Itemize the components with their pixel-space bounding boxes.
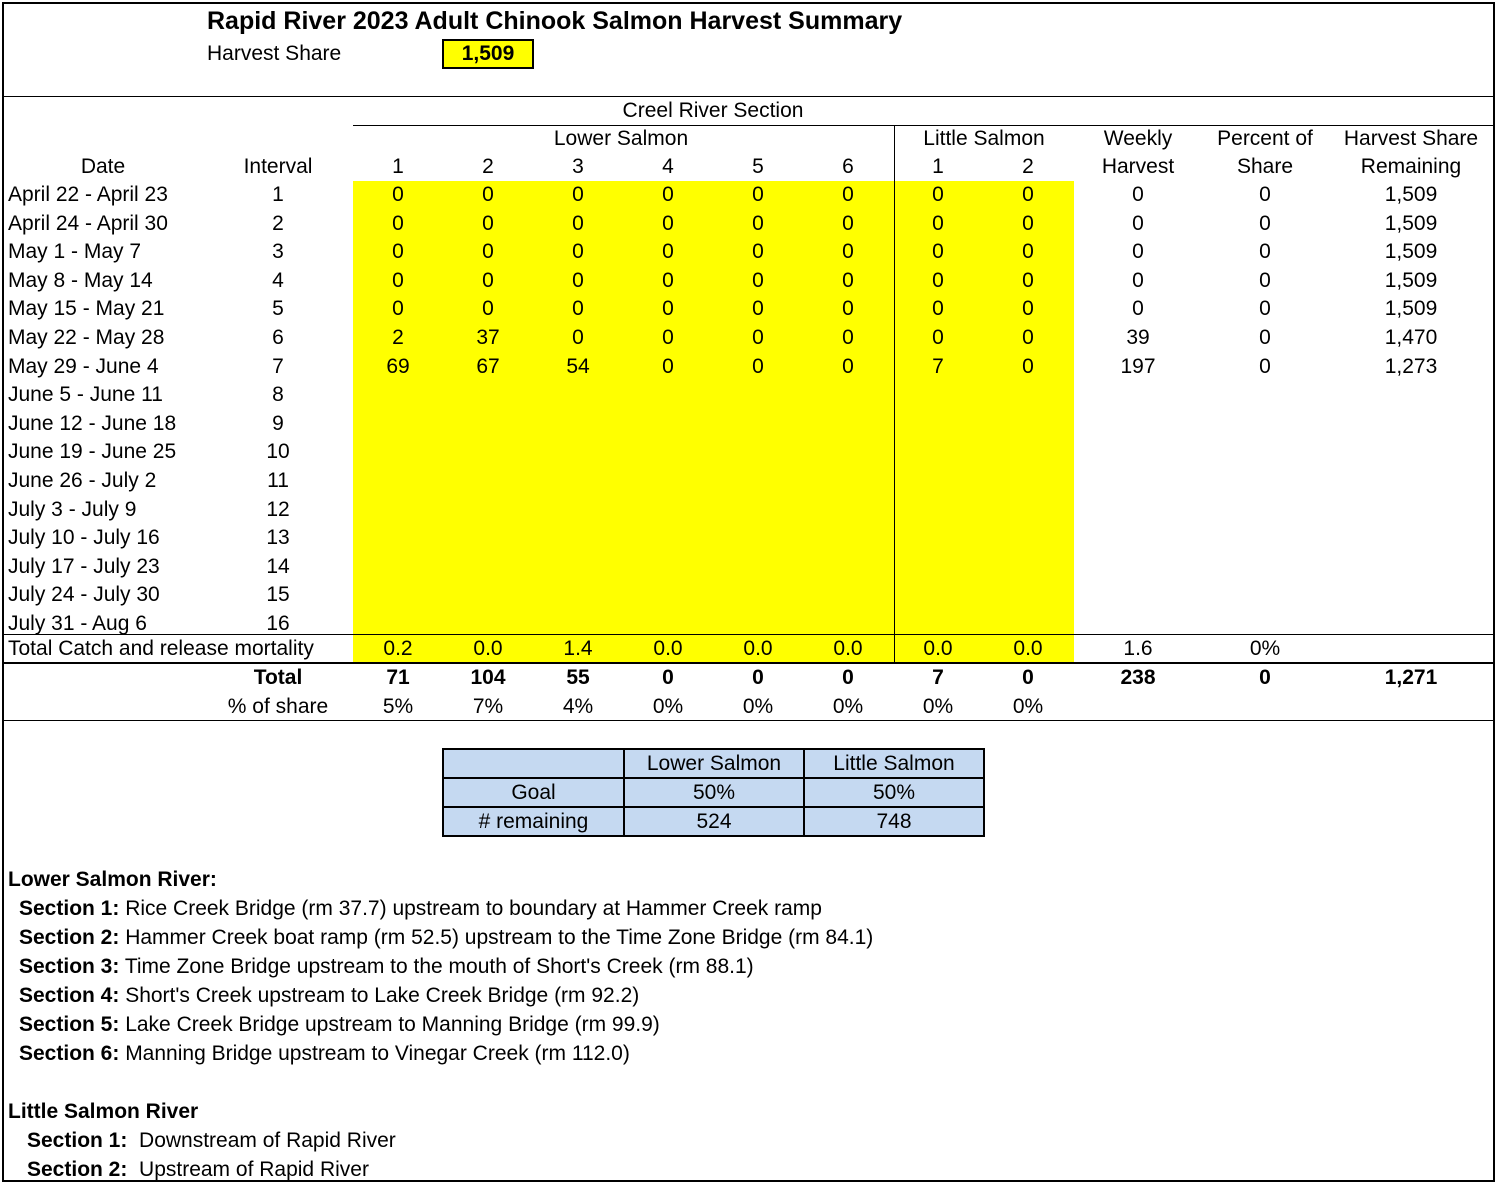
row-interval: 16 xyxy=(266,612,290,635)
mortality-cell[interactable]: 0.0 xyxy=(1013,637,1043,660)
little-notes-heading: Little Salmon River xyxy=(8,1100,199,1123)
harvest-cell[interactable]: 0 xyxy=(842,240,854,263)
section-note-label: Section 5: xyxy=(19,1013,120,1036)
harvest-cell[interactable]: 0 xyxy=(482,297,494,320)
percent-share-cell: 0 xyxy=(1259,269,1271,292)
total-cell: 0 xyxy=(842,666,854,689)
remaining-cell: 1,273 xyxy=(1384,355,1438,378)
mortality-cell[interactable]: 0.2 xyxy=(383,637,413,660)
harvest-cell[interactable]: 0 xyxy=(932,183,944,206)
harvest-cell[interactable]: 0 xyxy=(662,269,674,292)
harvest-cell[interactable]: 0 xyxy=(1022,240,1034,263)
row-date: May 29 - June 4 xyxy=(8,355,159,378)
row-date: May 15 - May 21 xyxy=(8,297,165,320)
goal-lower-value[interactable]: 50% xyxy=(624,778,804,807)
harvest-cell[interactable]: 67 xyxy=(476,355,500,378)
harvest-cell[interactable]: 0 xyxy=(392,297,404,320)
weekly-harvest-cell: 0 xyxy=(1132,240,1144,263)
section-note xyxy=(19,923,873,952)
harvest-cell[interactable]: 0 xyxy=(662,183,674,206)
row-date: April 24 - April 30 xyxy=(8,212,168,235)
row-date: June 19 - June 25 xyxy=(8,440,177,463)
total-cell: 0 xyxy=(1022,666,1034,689)
harvest-cell[interactable]: 0 xyxy=(752,355,764,378)
divider xyxy=(894,125,895,663)
goal-table-corner xyxy=(443,749,624,778)
section-note xyxy=(19,894,822,923)
section-note-label: Section 1: xyxy=(27,1129,128,1152)
goal-little-value[interactable]: 50% xyxy=(804,778,984,807)
remaining-cell: 1,470 xyxy=(1384,326,1438,349)
section-note-label: Section 4: xyxy=(19,984,120,1007)
harvest-cell[interactable]: 37 xyxy=(476,326,500,349)
harvest-cell[interactable]: 0 xyxy=(1022,212,1034,235)
little-salmon-input-area xyxy=(894,181,1074,663)
mortality-weekly: 1.6 xyxy=(1123,637,1153,660)
harvest-cell[interactable]: 0 xyxy=(662,212,674,235)
little-salmon-header: Little Salmon xyxy=(923,127,1045,150)
mortality-cell[interactable]: 0.0 xyxy=(473,637,503,660)
harvest-cell[interactable]: 0 xyxy=(572,326,584,349)
harvest-cell[interactable]: 0 xyxy=(482,269,494,292)
harvest-cell[interactable]: 0 xyxy=(842,297,854,320)
mortality-label: Total Catch and release mortality xyxy=(8,637,314,660)
total-label: Total xyxy=(253,666,303,689)
section-note-text: Short's Creek upstream to Lake Creek Bridge (rm 92.2) xyxy=(119,984,640,1007)
row-date: June 5 - June 11 xyxy=(8,383,163,406)
row-date: April 22 - April 23 xyxy=(8,183,168,206)
percent-header: Share xyxy=(1236,155,1294,178)
harvest-cell[interactable]: 0 xyxy=(932,269,944,292)
weekly-harvest-cell: 197 xyxy=(1120,355,1156,378)
total-percent: 0 xyxy=(1259,666,1271,689)
row-interval: 2 xyxy=(272,212,284,235)
total-cell: 71 xyxy=(386,666,410,689)
section-note-text: Hammer Creek boat ramp (rm 52.5) upstream to the Time Zone Bridge (rm 84.1) xyxy=(119,926,874,949)
percent-share-cell: 0 xyxy=(1259,326,1271,349)
remaining-cell: 1,509 xyxy=(1384,297,1438,320)
row-interval: 4 xyxy=(272,269,284,292)
weekly-harvest-cell: 0 xyxy=(1132,212,1144,235)
harvest-cell[interactable]: 0 xyxy=(572,183,584,206)
harvest-cell[interactable]: 0 xyxy=(842,183,854,206)
row-date: June 26 - July 2 xyxy=(8,469,157,492)
harvest-cell[interactable]: 0 xyxy=(662,355,674,378)
share-cell: 7% xyxy=(472,695,504,718)
share-cell: 0% xyxy=(652,695,684,718)
section-note-text: Rice Creek Bridge (rm 37.7) upstream to boundary at Hammer Creek ramp xyxy=(119,897,822,920)
section-note-label: Section 6: xyxy=(19,1042,120,1065)
little-section-number: 2 xyxy=(1022,155,1034,178)
lower-section-number: 3 xyxy=(572,155,584,178)
section-note-text: Manning Bridge upstream to Vinegar Creek (rm 112.0) xyxy=(119,1042,630,1065)
row-interval: 12 xyxy=(266,498,290,521)
mortality-cell[interactable]: 1.4 xyxy=(563,637,593,660)
harvest-cell[interactable]: 0 xyxy=(1022,297,1034,320)
row-interval: 9 xyxy=(272,412,284,435)
row-date: July 17 - July 23 xyxy=(8,555,160,578)
row-date: July 10 - July 16 xyxy=(8,526,160,549)
total-cell: 104 xyxy=(470,666,506,689)
harvest-cell[interactable]: 0 xyxy=(1022,326,1034,349)
share-cell: 0% xyxy=(742,695,774,718)
section-note xyxy=(19,952,754,981)
section-note-label: Section 2: xyxy=(19,926,120,949)
row-interval: 10 xyxy=(266,440,290,463)
harvest-cell[interactable]: 0 xyxy=(1022,269,1034,292)
harvest-cell[interactable]: 7 xyxy=(932,355,944,378)
total-cell: 0 xyxy=(662,666,674,689)
harvest-cell[interactable]: 0 xyxy=(392,269,404,292)
harvest-cell[interactable]: 0 xyxy=(482,212,494,235)
row-interval: 6 xyxy=(272,326,284,349)
lower-salmon-header: Lower Salmon xyxy=(553,127,689,150)
weekly-harvest-cell: 0 xyxy=(1132,269,1144,292)
share-cell: 0% xyxy=(1012,695,1044,718)
harvest-cell[interactable]: 0 xyxy=(482,240,494,263)
harvest-cell[interactable]: 0 xyxy=(1022,355,1034,378)
harvest-cell[interactable]: 0 xyxy=(662,297,674,320)
harvest-cell[interactable]: 0 xyxy=(482,183,494,206)
share-cell: 5% xyxy=(382,695,414,718)
harvest-cell[interactable]: 0 xyxy=(842,269,854,292)
row-interval: 7 xyxy=(272,355,284,378)
mortality-percent: 0% xyxy=(1249,637,1281,660)
remaining-cell: 1,509 xyxy=(1384,212,1438,235)
lower-section-number: 2 xyxy=(482,155,494,178)
section-note xyxy=(19,1010,660,1039)
goal-table xyxy=(442,748,985,837)
harvest-cell[interactable]: 0 xyxy=(752,212,764,235)
remaining-row-label: # remaining xyxy=(443,807,624,836)
percent-share-cell: 0 xyxy=(1259,183,1271,206)
weekly-header: Harvest xyxy=(1101,155,1175,178)
harvest-cell[interactable]: 0 xyxy=(392,183,404,206)
harvest-cell[interactable]: 0 xyxy=(932,326,944,349)
row-date: May 1 - May 7 xyxy=(8,240,142,263)
lower-section-number: 1 xyxy=(392,155,404,178)
section-note xyxy=(27,1126,396,1155)
lower-salmon-input-area xyxy=(353,181,894,663)
row-interval: 11 xyxy=(267,469,289,492)
creel-river-section-header: Creel River Section xyxy=(622,99,804,122)
total-cell: 55 xyxy=(566,666,590,689)
total-weekly: 238 xyxy=(1120,666,1156,689)
weekly-harvest-cell: 0 xyxy=(1132,297,1144,320)
harvest-cell[interactable]: 0 xyxy=(932,297,944,320)
row-date: May 22 - May 28 xyxy=(8,326,165,349)
row-date: July 24 - July 30 xyxy=(8,583,160,606)
goal-row-label: Goal xyxy=(443,778,624,807)
remaining-little-value[interactable]: 748 xyxy=(804,807,984,836)
section-note-text: Time Zone Bridge upstream to the mouth of Short's Creek (rm 88.1) xyxy=(119,955,754,978)
row-date: July 3 - July 9 xyxy=(8,498,137,521)
remaining-cell: 1,509 xyxy=(1384,240,1438,263)
row-interval: 1 xyxy=(272,183,284,206)
total-remaining: 1,271 xyxy=(1384,666,1438,689)
share-label: % of share xyxy=(227,695,329,718)
harvest-cell[interactable]: 0 xyxy=(662,326,674,349)
remaining-cell: 1,509 xyxy=(1384,183,1438,206)
row-interval: 8 xyxy=(272,383,284,406)
percent-share-cell: 0 xyxy=(1259,297,1271,320)
row-interval: 15 xyxy=(266,583,290,606)
harvest-cell[interactable]: 0 xyxy=(1022,183,1034,206)
lower-section-number: 5 xyxy=(752,155,764,178)
share-cell: 0% xyxy=(922,695,954,718)
harvest-share-label: Harvest Share xyxy=(207,42,342,65)
mortality-cell[interactable]: 0.0 xyxy=(743,637,773,660)
harvest-cell[interactable]: 54 xyxy=(566,355,590,378)
percent-share-cell: 0 xyxy=(1259,355,1271,378)
percent-header: Percent of xyxy=(1217,127,1313,150)
section-note-text: Lake Creek Bridge upstream to Manning Bridge (rm 99.9) xyxy=(119,1013,660,1036)
harvest-cell[interactable]: 0 xyxy=(752,269,764,292)
remaining-lower-value[interactable]: 524 xyxy=(624,807,804,836)
harvest-cell[interactable]: 2 xyxy=(392,326,404,349)
section-note xyxy=(19,1039,630,1068)
mortality-cell[interactable]: 0.0 xyxy=(833,637,863,660)
harvest-cell[interactable]: 0 xyxy=(842,355,854,378)
weekly-harvest-cell: 0 xyxy=(1132,183,1144,206)
row-date: July 31 - Aug 6 xyxy=(8,612,147,635)
section-note xyxy=(27,1155,369,1184)
percent-share-cell: 0 xyxy=(1259,240,1271,263)
weekly-header: Weekly xyxy=(1103,127,1173,150)
share-cell: 4% xyxy=(562,695,594,718)
lower-section-number: 6 xyxy=(842,155,854,178)
mortality-cell[interactable]: 0.0 xyxy=(653,637,683,660)
remaining-header: Harvest Share xyxy=(1343,127,1479,150)
lower-section-number: 4 xyxy=(662,155,674,178)
harvest-cell[interactable]: 0 xyxy=(932,212,944,235)
harvest-cell[interactable]: 0 xyxy=(752,240,764,263)
section-note-label: Section 1: xyxy=(19,897,120,920)
total-cell: 0 xyxy=(752,666,764,689)
harvest-cell[interactable]: 0 xyxy=(572,240,584,263)
goal-col-little: Little Salmon xyxy=(804,749,984,778)
harvest-cell[interactable]: 0 xyxy=(572,297,584,320)
harvest-cell[interactable]: 0 xyxy=(752,326,764,349)
mortality-cell[interactable]: 0.0 xyxy=(923,637,953,660)
row-date: June 12 - June 18 xyxy=(8,412,177,435)
harvest-cell[interactable]: 0 xyxy=(572,269,584,292)
section-note-text: Downstream of Rapid River xyxy=(127,1129,396,1152)
harvest-share-value[interactable]: 1,509 xyxy=(442,39,534,69)
lower-notes-heading: Lower Salmon River: xyxy=(8,868,217,891)
page-title: Rapid River 2023 Adult Chinook Salmon Harvest Summary xyxy=(207,7,903,35)
harvest-cell[interactable]: 0 xyxy=(842,212,854,235)
remaining-cell: 1,509 xyxy=(1384,269,1438,292)
row-date: May 8 - May 14 xyxy=(8,269,153,292)
remaining-header: Remaining xyxy=(1360,155,1462,178)
harvest-cell[interactable]: 0 xyxy=(842,326,854,349)
little-section-number: 1 xyxy=(932,155,944,178)
share-cell: 0% xyxy=(832,695,864,718)
row-interval: 3 xyxy=(272,240,284,263)
section-note-text: Upstream of Rapid River xyxy=(127,1158,369,1181)
section-note-label: Section 2: xyxy=(27,1158,128,1181)
weekly-harvest-cell: 39 xyxy=(1126,326,1150,349)
section-note xyxy=(19,981,639,1010)
date-header: Date xyxy=(80,155,126,178)
harvest-cell[interactable]: 0 xyxy=(932,240,944,263)
section-note-label: Section 3: xyxy=(19,955,120,978)
harvest-cell[interactable]: 0 xyxy=(752,183,764,206)
row-interval: 13 xyxy=(266,526,290,549)
harvest-cell[interactable]: 0 xyxy=(572,212,584,235)
harvest-cell[interactable]: 0 xyxy=(392,212,404,235)
total-cell: 7 xyxy=(932,666,944,689)
harvest-cell[interactable]: 0 xyxy=(392,240,404,263)
harvest-cell[interactable]: 0 xyxy=(752,297,764,320)
goal-col-lower: Lower Salmon xyxy=(624,749,804,778)
row-interval: 14 xyxy=(266,555,290,578)
percent-share-cell: 0 xyxy=(1259,212,1271,235)
harvest-cell[interactable]: 0 xyxy=(662,240,674,263)
interval-header: Interval xyxy=(243,155,313,178)
harvest-cell[interactable]: 69 xyxy=(386,355,410,378)
row-interval: 5 xyxy=(272,297,284,320)
